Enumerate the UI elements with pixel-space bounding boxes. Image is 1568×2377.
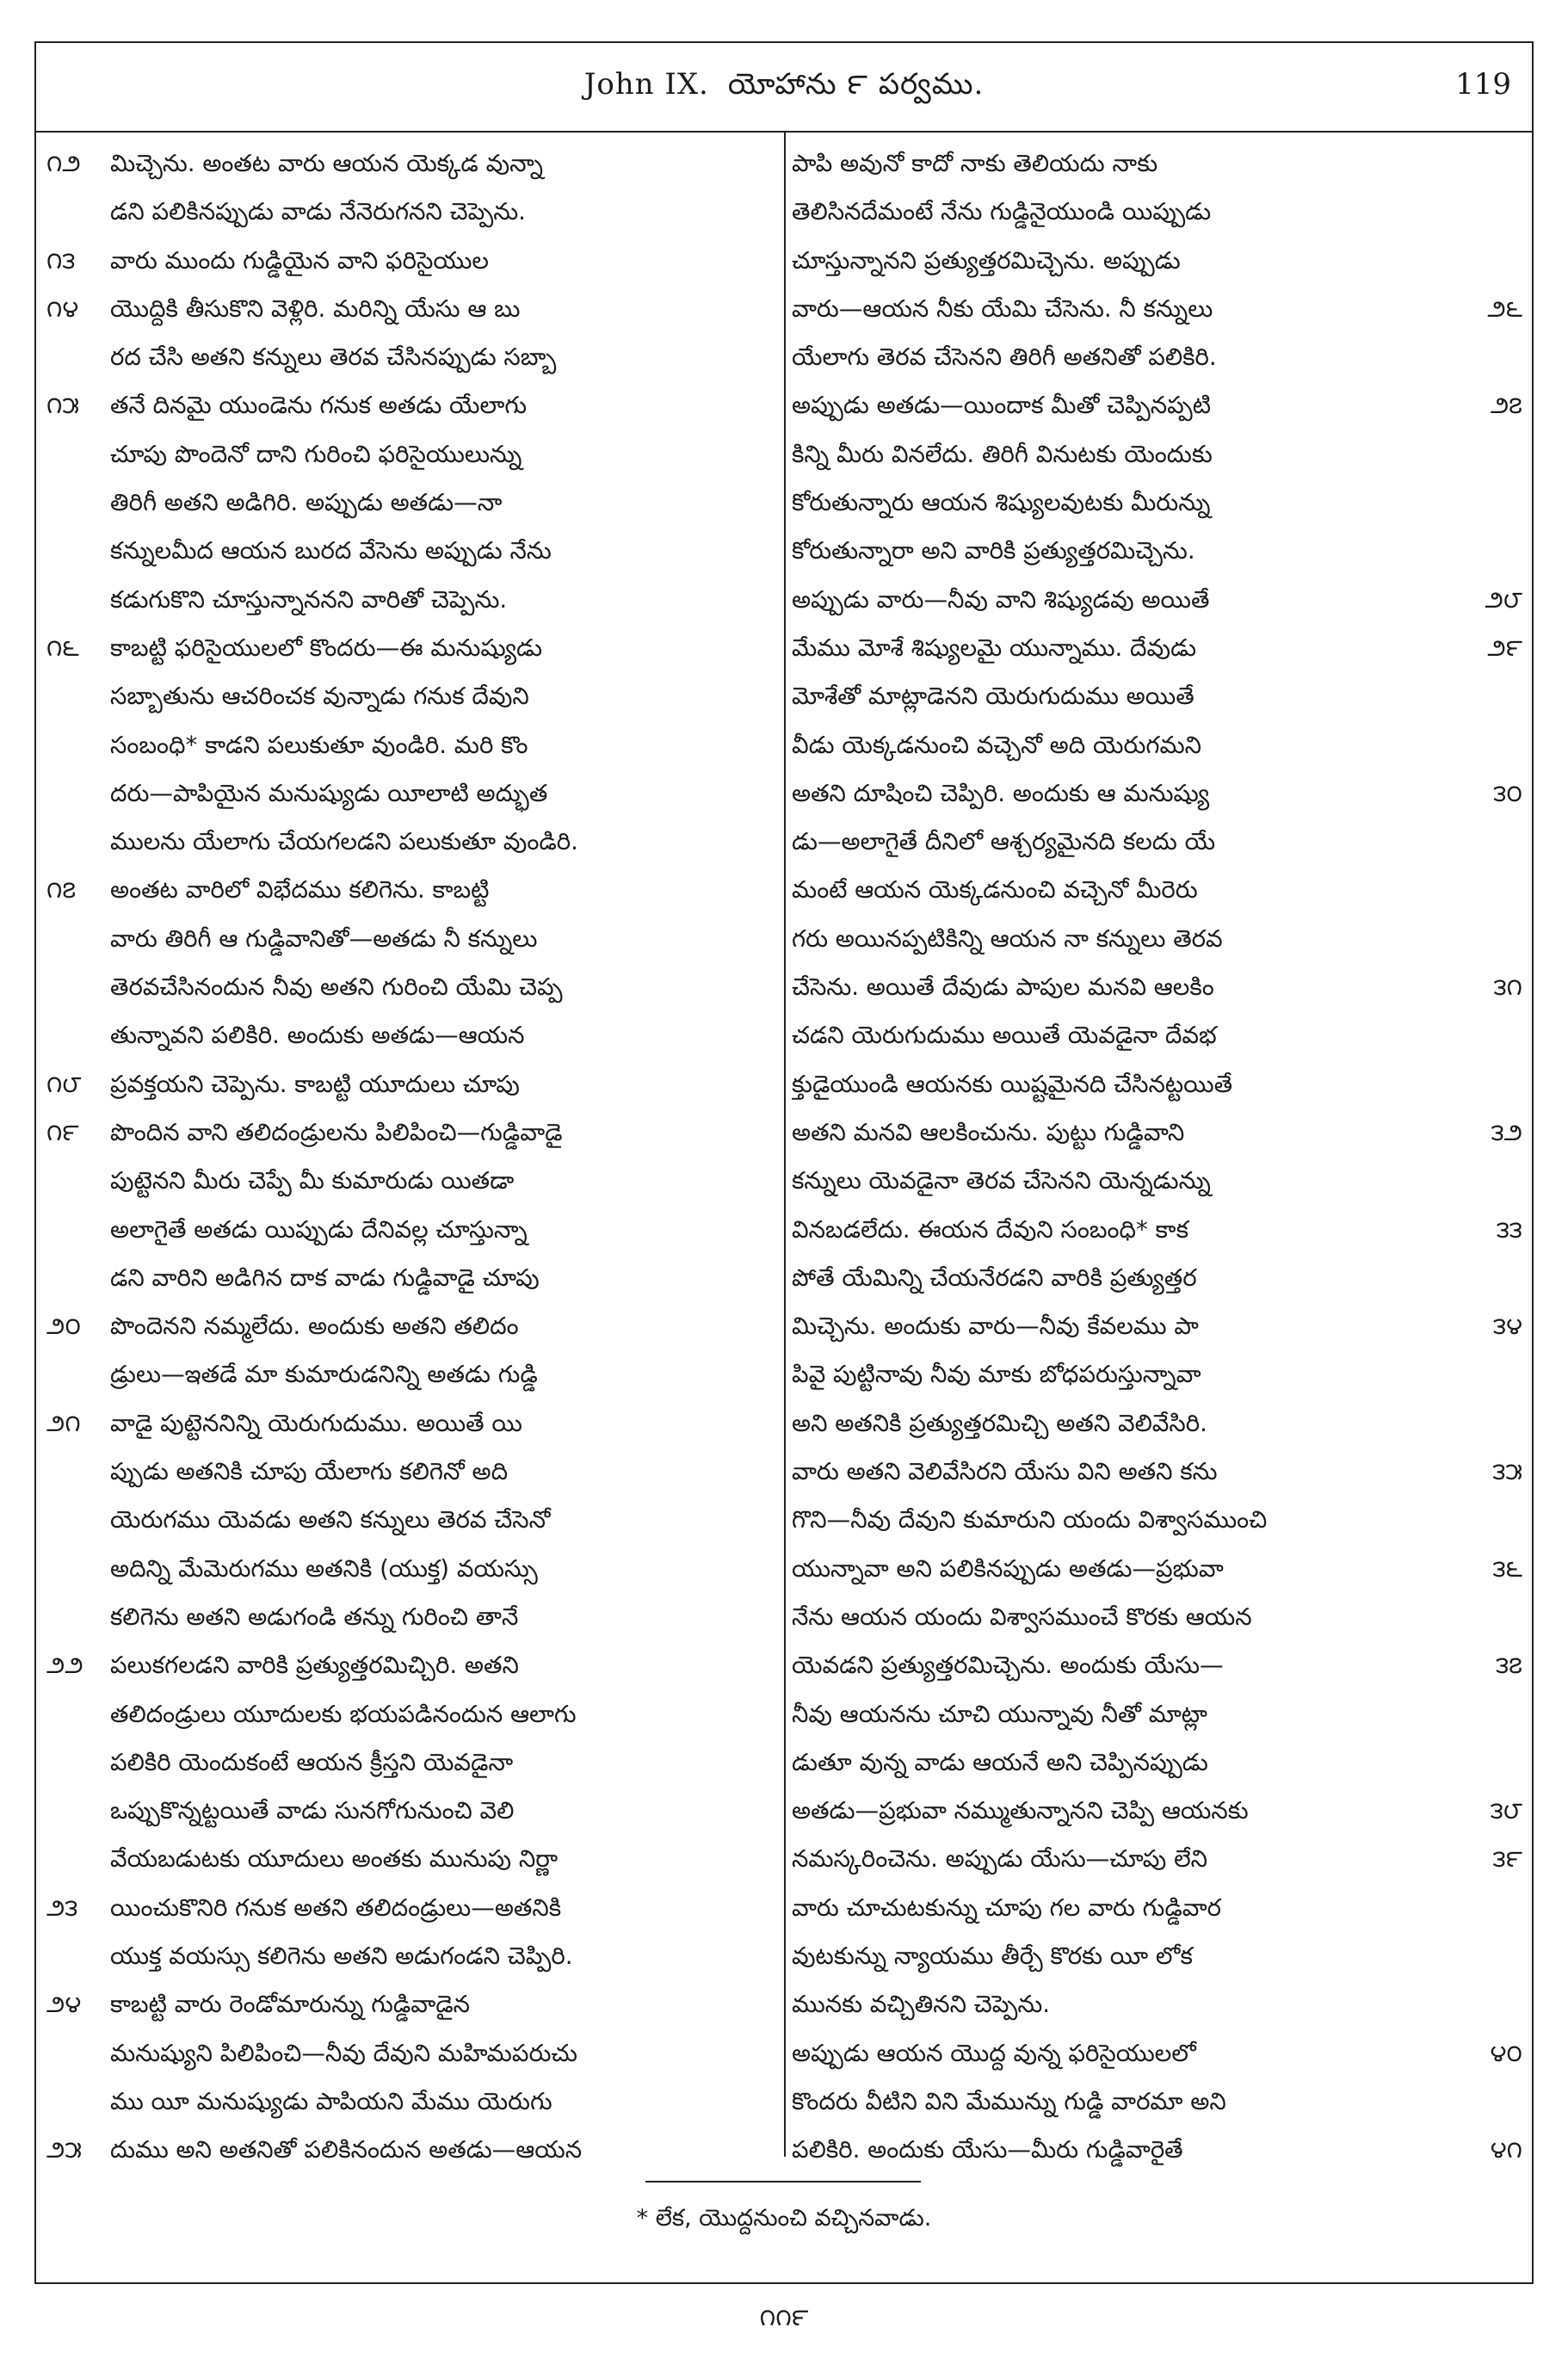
line-text: కొందరు వీటిని విని మేమున్ను గుడ్డి వారమా అని <box>792 2086 1226 2115</box>
line-text: పాపి అవునో కాదో నాకు తెలియదు నాకు <box>792 149 1158 177</box>
line-text: పలికిరి యెందుకంటే ఆయన క్రీస్తని యెవడైనా <box>110 1747 514 1776</box>
line-text: కిన్ని మీరు వినలేదు. తిరిగీ వినుటకు యెందుకు <box>792 439 1213 468</box>
verse-number: ౨౫ <box>46 2135 82 2164</box>
text-line <box>41 1641 777 1689</box>
text-line <box>41 963 777 1011</box>
verse-number <box>1459 1399 1528 1448</box>
verse-number: ౨౪ <box>46 1990 82 2019</box>
line-text: చూస్తున్నానని ప్రత్యుత్తరమిచ్చెను. అప్పుడు <box>792 245 1181 275</box>
verse-number <box>41 721 110 769</box>
verse-number: ౨౮ <box>1485 584 1522 614</box>
verse-number <box>1459 1884 1528 1932</box>
text-line <box>792 1738 1528 1787</box>
verse-number <box>1459 721 1528 769</box>
running-title <box>34 67 1534 108</box>
line-text: తెరవచేసినందున నీవు అతని గురించి యేమి చెప్ప <box>110 972 563 1002</box>
line-text: పోతే యేమిన్ని చేయనేరడని వారికి ప్రత్యుత్తర <box>792 1263 1197 1292</box>
line-text: దరు—పాపియైన మనుష్యుడు యీలాటి అద్భుత <box>110 778 548 807</box>
line-text: గొని—నీవు దేవుని కుమారుని యందు విశ్వాసముంచి <box>792 1505 1268 1534</box>
line-text: వాడై పుట్టెననిన్ని యెరుగుదుము. అయితే యి <box>110 1408 522 1437</box>
line-text: వారు చూచుటకున్ను చూపు గల వారు గుడ్డివార <box>792 1892 1222 1922</box>
text-line <box>41 1060 777 1108</box>
line-text: కడుగుకొని చూస్తున్నాననని వారితో చెప్పెను. <box>110 584 508 614</box>
verse-number <box>41 1545 110 1593</box>
text-line <box>792 963 1528 1011</box>
line-text: తెలిసినదేమంటే నేను గుడ్డినైయుండి యిప్పుడు <box>792 197 1212 226</box>
text-line <box>792 188 1528 236</box>
text-line <box>41 1835 777 1883</box>
verse-number <box>1459 915 1528 963</box>
line-text: ప్పుడు అతనికి చూపు యేలాగు కలిగెనో అది <box>110 1457 509 1486</box>
verse-number <box>41 1593 110 1641</box>
verse-number <box>41 1932 110 1980</box>
line-text: డ్రులు—ఇతడే మా కుమారుడనిన్ని అతడు గుడ్డి <box>110 1360 538 1389</box>
verse-number <box>41 2029 110 2078</box>
signature-mark: ౧౧౯ <box>759 2303 809 2331</box>
verse-number <box>41 769 110 818</box>
line-text: చడని యెరుగుదుము అయితే యెవడైనా దేవభ <box>792 1021 1217 1050</box>
line-text: రద చేసి అతని కన్నులు తెరవ చేసినప్పుడు సబ్బా <box>110 343 557 372</box>
line-text: వారు ముందు గుడ్డియైన వాని ఫరిసైయుల <box>110 245 489 275</box>
text-line <box>792 1108 1528 1157</box>
verse-number: ౨౨ <box>46 1651 83 1680</box>
text-line <box>41 624 777 672</box>
line-text: కోరుతున్నారు ఆయన శిష్యులవుటకు మీరున్ను <box>792 488 1211 517</box>
text-line <box>792 1302 1528 1350</box>
text-line <box>792 915 1528 963</box>
text-line <box>792 285 1528 333</box>
verse-number: ౧౬ <box>46 633 79 662</box>
text-line <box>792 1350 1528 1398</box>
verse-number <box>41 527 110 575</box>
text-line <box>41 1884 777 1932</box>
text-line <box>41 1787 777 1835</box>
verse-number <box>41 188 110 236</box>
line-text: మేము మోశే శిష్యులమై యున్నాము. దేవుడు <box>792 633 1197 662</box>
footnote: * లేక, యొద్దనుంచి వచ్చినవాడు. <box>636 2205 932 2232</box>
text-line <box>792 1496 1528 1544</box>
line-text: అని అతనికి ప్రత్యుత్తరమిచ్చి అతని వెలివేసిరి. <box>792 1408 1207 1437</box>
verse-number: ౩౪ <box>1493 1312 1522 1341</box>
verse-number <box>41 430 110 478</box>
line-text: అంతట వారిలో విభేదము కలిగెను. కాబట్టి <box>110 875 490 904</box>
verse-number <box>1459 478 1528 527</box>
line-text: వారు—ఆయన నీకు యేమి చేసెను. నీ కన్నులు <box>792 293 1213 323</box>
verse-number <box>1459 1060 1528 1108</box>
line-text: పుట్టెనని మీరు చెప్పే మీ కుమారుడు యితడా <box>110 1166 515 1195</box>
text-line <box>41 430 777 478</box>
line-text: డు—అలాగైతే దీనిలో ఆశ్చర్యమైనది కలదు యే <box>792 827 1216 856</box>
text-line <box>41 527 777 575</box>
line-text: నీవు ఆయనను చూచి యున్నావు నీతో మాట్లా <box>792 1699 1207 1728</box>
line-text: కన్నులమీద ఆయన బురద వేసెను అప్పుడు నేను <box>110 536 552 565</box>
text-line <box>792 818 1528 866</box>
text-line <box>41 188 777 236</box>
text-line <box>792 2029 1528 2078</box>
text-line <box>792 478 1528 527</box>
verse-number <box>1459 866 1528 914</box>
text-line <box>41 672 777 720</box>
text-line <box>41 1496 777 1544</box>
line-text: డని వారిని అడిగిన దాక వాడు గుడ్డివాడై చూపు <box>110 1263 540 1292</box>
line-text: వారు అతని వెలివేసిరని యేసు విని అతని కను <box>792 1457 1218 1486</box>
line-text: మునకు వచ్చితినని చెప్పెను. <box>792 1990 1051 2019</box>
text-line <box>41 237 777 285</box>
verse-number: ౧౨ <box>46 149 81 177</box>
text-line <box>41 1448 777 1496</box>
verse-number: ౩౫ <box>1492 1457 1522 1486</box>
verse-number <box>41 2078 110 2126</box>
line-text: చూపు పొందెనో దాని గురించి ఫరిసైయులున్ను <box>110 439 522 468</box>
line-text: తలిదండ్రులు యూదులకు భయపడినందున ఆలాగు <box>110 1699 577 1728</box>
verse-number: ౨౯ <box>1487 633 1522 662</box>
line-text: తనే దినమై యుండెను గనుక అతడు యేలాగు <box>110 391 528 420</box>
text-line <box>792 1060 1528 1108</box>
line-text: ము యీ మనుష్యుడు పాపియని మేము యెరుగు <box>110 2086 553 2115</box>
line-text: వేయబడుటకు యూదులు అంతకు మునుపు నిర్ణా <box>110 1844 559 1874</box>
verse-number <box>41 672 110 720</box>
verse-number <box>41 1157 110 1205</box>
line-text: చేసెను. అయితే దేవుడు పాపుల మనవి ఆలకిం <box>792 972 1214 1002</box>
text-line <box>41 818 777 866</box>
line-text: ఒప్పుకొన్నట్టయితే వాడు సునగోగునుంచి వెలి <box>110 1796 515 1825</box>
line-text: అతని మనవి ఆలకించును. పుట్టు గుడ్డివాని <box>792 1117 1185 1146</box>
text-line <box>792 1254 1528 1302</box>
verse-number: ౨౦ <box>46 1312 81 1341</box>
text-line <box>41 2078 777 2126</box>
text-line <box>41 866 777 914</box>
line-text: వుటకున్ను న్యాయము తీర్చే కొరకు యీ లోక <box>792 1941 1193 1970</box>
text-line <box>41 1108 777 1157</box>
text-line <box>41 1738 777 1787</box>
verse-number <box>41 576 110 624</box>
verse-number: ౪౧ <box>1490 2135 1522 2164</box>
line-text: కోరుతున్నారా అని వారికి ప్రత్యుత్తరమిచ్చెను. <box>792 536 1195 565</box>
text-line <box>41 1011 777 1059</box>
verse-number <box>41 1496 110 1544</box>
verse-number: ౩౩ <box>1496 1214 1522 1244</box>
line-text: అప్పుడు వారు—నీవు వాని శిష్యుడవు అయితే <box>792 584 1210 614</box>
verse-number: ౨౭ <box>1490 391 1522 420</box>
verse-number <box>41 1448 110 1496</box>
verse-number: ౧౩ <box>46 245 76 275</box>
text-line <box>41 1206 777 1254</box>
verse-number <box>41 1787 110 1835</box>
text-line <box>41 721 777 769</box>
verse-number <box>1459 139 1528 188</box>
verse-number <box>1459 1254 1528 1302</box>
title-english: John IX. <box>583 67 709 102</box>
text-line <box>792 1884 1528 1932</box>
verse-number <box>41 1350 110 1398</box>
text-line <box>792 1980 1528 2028</box>
verse-number <box>1459 430 1528 478</box>
verse-number: ౩౯ <box>1492 1844 1522 1874</box>
verse-number: ౧౫ <box>46 391 79 420</box>
line-text: వీడు యెక్కడనుంచి వచ్చెనో అది యెరుగమని <box>792 730 1202 759</box>
verse-number <box>41 1011 110 1059</box>
line-text: అతని దూషించి చెప్పిరి. అందుకు ఆ మనుష్యు <box>792 778 1210 807</box>
line-text: సబ్బాతును ఆచరించక వున్నాడు గనుక దేవుని <box>110 682 529 711</box>
text-line <box>41 1932 777 1980</box>
line-text: అతడు—ప్రభువా నమ్ముతున్నానని చెప్పి ఆయనకు <box>792 1796 1249 1825</box>
verse-number: ౪౦ <box>1490 2038 1522 2067</box>
verse-number: ౧౪ <box>46 293 79 323</box>
verse-number <box>1459 672 1528 720</box>
text-line <box>792 1690 1528 1738</box>
line-text: సంబంధి* కాడని పలుకుతూ వుండిరి. మరి కొం <box>110 730 528 759</box>
verse-number <box>1459 1738 1528 1787</box>
text-line <box>792 1448 1528 1496</box>
text-line <box>41 1980 777 2028</box>
text-line <box>41 139 777 188</box>
line-text: డని పలికినప్పుడు వాడు నేనెరుగనని చెప్పెను. <box>110 197 526 226</box>
verse-number: ౨౩ <box>46 1892 78 1922</box>
verse-number <box>41 1690 110 1738</box>
line-text: దుము అని అతనితో పలికినందున అతడు—ఆయన <box>110 2135 583 2164</box>
verse-number: ౩౨ <box>1491 1117 1522 1146</box>
verse-number <box>1459 818 1528 866</box>
title-telugu: యోహాను ౯ పర్వము. <box>727 67 985 102</box>
line-text: మిచ్చెను. అంతట వారు ఆయన యెక్కడ వున్నా <box>110 149 543 177</box>
line-text: గరు అయినప్పటికిన్ని ఆయన నా కన్నులు తెరవ <box>792 923 1223 953</box>
line-text: మనుష్యుని పిలిపించి—నీవు దేవుని మహిమపరుచు <box>110 2038 577 2067</box>
text-line <box>792 237 1528 285</box>
text-line <box>41 333 777 381</box>
text-line <box>792 1545 1528 1593</box>
left-column <box>41 139 777 2164</box>
verse-number: ౩౭ <box>1496 1651 1522 1680</box>
line-text: అదిన్ని మేమెరుగము అతనికి (యుక్త) వయస్సు <box>110 1553 538 1583</box>
text-line <box>41 1690 777 1738</box>
line-text: యున్నావా అని పలికినప్పుడు అతడు—ప్రభువా <box>792 1553 1224 1583</box>
verse-number <box>1459 1980 1528 2028</box>
verse-number <box>1459 1011 1528 1059</box>
line-text: ప్రవక్తయని చెప్పెను. కాబట్టి యూదులు చూపు <box>110 1069 520 1098</box>
verse-number: ౩౦ <box>1493 778 1522 807</box>
verse-number: ౨౬ <box>1487 293 1522 323</box>
line-text: పొందెనని నమ్మలేదు. అందుకు అతని తలిదం <box>110 1312 519 1341</box>
verse-number: ౩౧ <box>1493 972 1522 1002</box>
line-text: మంటే ఆయన యెక్కడనుంచి వచ్చెనో మీరెరు <box>792 875 1198 904</box>
text-line <box>792 672 1528 720</box>
line-text: తున్నావని పలికిరి. అందుకు అతడు—ఆయన <box>110 1021 525 1050</box>
text-line <box>792 527 1528 575</box>
text-line <box>41 1350 777 1398</box>
verse-number: ౩౮ <box>1490 1796 1522 1825</box>
line-text: కాబట్టి ఫరిసైయులలో కొందరు—ఈ మనుష్యుడు <box>110 633 543 662</box>
verse-number <box>1459 1690 1528 1738</box>
line-text: యెవడని ప్రత్యుత్తరమిచ్చెను. అందుకు యేసు— <box>792 1651 1224 1680</box>
line-text: మిచ్చెను. అందుకు వారు—నీవు కేవలము పా <box>792 1312 1199 1341</box>
line-text: అప్పుడు ఆయన యొద్ద వున్న ఫరిసైయులలో <box>792 2038 1196 2067</box>
text-line <box>41 1399 777 1448</box>
verse-number: ౩౬ <box>1492 1553 1522 1583</box>
verse-number <box>41 818 110 866</box>
text-line <box>792 2126 1528 2174</box>
text-line <box>792 1932 1528 1980</box>
line-text: నేను ఆయన యందు విశ్వాసముంచే కొరకు ఆయన <box>792 1602 1252 1631</box>
text-line <box>792 1593 1528 1641</box>
verse-number <box>41 963 110 1011</box>
text-line <box>41 915 777 963</box>
line-text: యొద్దికి తీసుకొని వెళ్లిరి. మరిన్ని యేసు ఆ బు <box>110 293 521 323</box>
text-line <box>41 1593 777 1641</box>
verse-number <box>1459 527 1528 575</box>
line-text: అలాగైతే అతడు యిప్పుడు దేనివల్ల చూస్తున్నా <box>110 1214 528 1244</box>
text-line <box>41 769 777 818</box>
line-text: మోశేతో మాట్లాడెనని యెరుగుదుము అయితే <box>792 682 1195 711</box>
verse-number <box>1459 333 1528 381</box>
verse-number <box>41 915 110 963</box>
text-line <box>792 721 1528 769</box>
text-line <box>792 333 1528 381</box>
text-line <box>41 2029 777 2078</box>
line-text: యుక్త వయస్సు కలిగెను అతని అడుగండని చెప్పిరి. <box>110 1941 573 1970</box>
text-line <box>41 1254 777 1302</box>
verse-number <box>1459 1593 1528 1641</box>
line-text: క్తుడైయుండి ఆయనకు యిష్టమైనది చేసినట్టయితే <box>792 1069 1233 1098</box>
line-text: నమస్కరించెను. అప్పుడు యేసు—చూపు లేని <box>792 1844 1208 1874</box>
text-line <box>792 624 1528 672</box>
column-divider <box>784 133 786 2157</box>
line-text: యెరుగము యెవడు అతని కన్నులు తెరవ చేసెనో <box>110 1505 551 1534</box>
text-line <box>41 576 777 624</box>
text-line <box>41 285 777 333</box>
line-text: ములను యేలాగు చేయగలడని పలుకుతూ వుండిరి. <box>110 827 578 856</box>
line-text: పొందిన వాని తలిదండ్రులను పిలిపించి—గుడ్డివాడై <box>110 1117 563 1146</box>
text-line <box>792 139 1528 188</box>
text-line <box>41 1157 777 1205</box>
right-column <box>792 139 1528 2164</box>
line-text: తిరిగీ అతని అడిగిరి. అప్పుడు అతడు—నా <box>110 488 503 517</box>
line-text: పలుకగలడని వారికి ప్రత్యుత్తరమిచ్చిరి. అతని <box>110 1651 519 1680</box>
verse-number <box>41 1738 110 1787</box>
text-line <box>792 1011 1528 1059</box>
text-line <box>792 1787 1528 1835</box>
verse-number <box>1459 2078 1528 2126</box>
text-line <box>41 381 777 429</box>
verse-number <box>41 1835 110 1883</box>
line-text: కాబట్టి వారు రెండోమారున్ను గుడ్డివాడైన <box>110 1990 470 2019</box>
verse-number <box>41 478 110 527</box>
verse-number: ౨౧ <box>46 1408 81 1437</box>
text-line <box>792 381 1528 429</box>
text-line <box>792 430 1528 478</box>
verse-number <box>1459 1157 1528 1205</box>
line-text: పలికిరి. అందుకు యేసు—మీరు గుడ్డివారైతే <box>792 2135 1183 2164</box>
text-line <box>792 1206 1528 1254</box>
footnote-rule <box>645 2181 921 2183</box>
verse-number: ౧౯ <box>46 1117 79 1146</box>
text-line <box>792 769 1528 818</box>
verse-number <box>1459 1496 1528 1544</box>
verse-number <box>1459 1350 1528 1398</box>
text-line <box>792 1641 1528 1689</box>
text-line <box>792 576 1528 624</box>
text-line <box>41 2126 777 2174</box>
text-line <box>792 1399 1528 1448</box>
text-line <box>41 1302 777 1350</box>
verse-number <box>1459 188 1528 236</box>
line-text: వినబడలేదు. ఈయన దేవుని సంబంధి* కాక <box>792 1214 1189 1244</box>
text-line <box>41 1545 777 1593</box>
verse-number: ౧౮ <box>46 1069 82 1098</box>
verse-number <box>41 1206 110 1254</box>
text-line <box>792 1157 1528 1205</box>
verse-number <box>41 1254 110 1302</box>
line-text: అప్పుడు అతడు—యిందాక మీతో చెప్పినప్పటి <box>792 391 1212 420</box>
text-line <box>792 1835 1528 1883</box>
page-header <box>34 52 1534 126</box>
text-line <box>792 2078 1528 2126</box>
line-text: వారు తిరిగీ ఆ గుడ్డివానితో—అతడు నీ కన్నులు <box>110 923 538 953</box>
line-text: కలిగెను అతని అడుగండి తన్ను గురించి తానే <box>110 1602 519 1631</box>
verse-number <box>41 333 110 381</box>
line-text: యేలాగు తెరవ చేసెనని తిరిగీ అతనితో పలికిరి. <box>792 343 1217 372</box>
line-text: పివై పుట్టినావు నీవు మాకు బోధపరుస్తున్నావా <box>792 1360 1201 1389</box>
page-number: 119 <box>1455 67 1511 102</box>
line-text: డుతూ వున్న వాడు ఆయనే అని చెప్పినప్పుడు <box>792 1747 1208 1776</box>
text-line <box>41 478 777 527</box>
line-text: కన్నులు యెవడైనా తెరవ చేసెనని యెన్నడున్ను <box>792 1166 1211 1195</box>
line-text: యించుకొనిరి గనుక అతని తలిదండ్రులు—అతనికి <box>110 1892 562 1922</box>
verse-number <box>1459 237 1528 285</box>
verse-number: ౧౭ <box>46 875 77 904</box>
text-line <box>792 866 1528 914</box>
verse-number <box>1459 1932 1528 1980</box>
